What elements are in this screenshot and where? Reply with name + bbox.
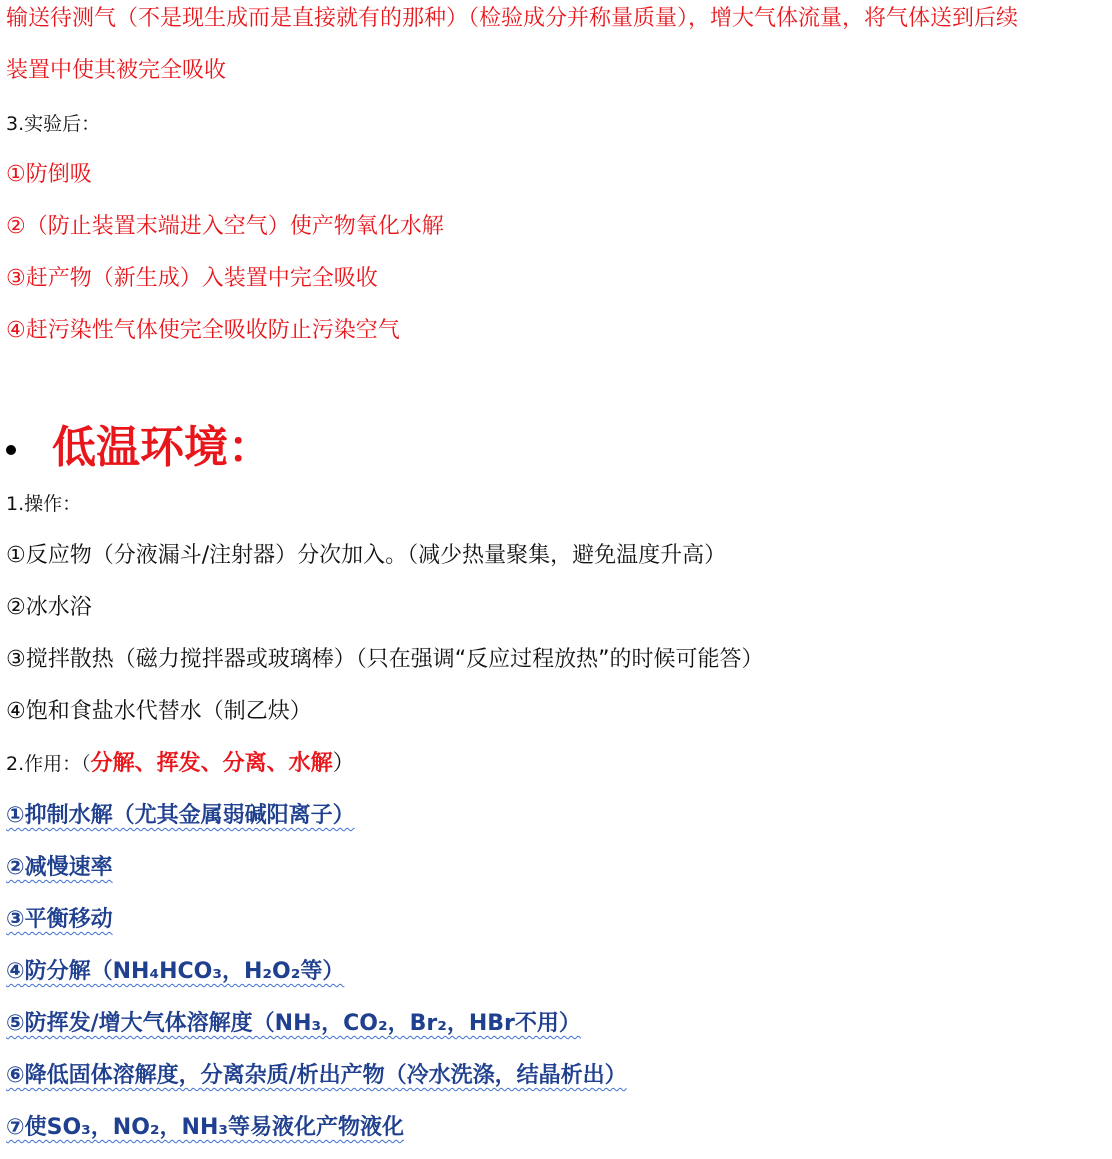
operation-item-2: ②冰水浴 (6, 595, 92, 620)
intro-line-1: 输送待测气（不是现生成而是直接就有的那种）（检验成分并称量质量），增大气体流量，将气体送到后续 (6, 6, 1019, 31)
after-item-3: ③赶产物（新生成）入装置中完全吸收 (6, 266, 378, 291)
effect-label-close: ） (332, 751, 355, 776)
section-heading (0, 418, 272, 478)
after-item-1: ①防倒吸 (6, 162, 92, 187)
after-item-4: ④赶污染性气体使完全吸收防止污染空气 (6, 318, 400, 343)
effect-item-5: ⑤防挥发/增大气体溶解度（NH₃，CO₂，Br₂，HBr不用） (6, 1011, 581, 1036)
effect-label-text: 2.作用：（ (6, 753, 91, 775)
effect-item-2: ②减慢速率 (6, 855, 113, 880)
section-heading-title: 低温环境： (52, 422, 272, 473)
after-item-2: ②（防止装置末端进入空气）使产物氧化水解 (6, 214, 444, 239)
effect-item-6: ⑥降低固体溶解度，分离杂质/析出产物（冷水洗涤，结晶析出） (6, 1063, 627, 1088)
after-experiment-label: 3.实验后： (6, 113, 101, 135)
intro-line-2: 装置中使其被完全吸收 (6, 58, 227, 83)
bullet-icon (6, 445, 16, 455)
operation-item-1: ①反应物（分液漏斗/注射器）分次加入。（减少热量聚集，避免温度升高） (6, 543, 727, 568)
operation-label: 1.操作： (6, 493, 82, 515)
effect-item-1: ①抑制水解（尤其金属弱碱阳离子） (6, 803, 355, 828)
effect-label (6, 749, 355, 779)
effect-item-3: ③平衡移动 (6, 907, 113, 932)
effect-item-4: ④防分解（NH₄HCO₃，H₂O₂等） (6, 959, 345, 984)
operation-item-3: ③搅拌散热（磁力搅拌器或玻璃棒）（只在强调“反应过程放热”的时候可能答） (6, 647, 764, 672)
operation-item-4: ④饱和食盐水代替水（制乙炔） (6, 699, 312, 724)
effect-label-keywords: 分解、挥发、分离、水解 (90, 751, 333, 776)
effect-item-7: ⑦使SO₃，NO₂，NH₃等易液化产物液化 (6, 1115, 405, 1140)
